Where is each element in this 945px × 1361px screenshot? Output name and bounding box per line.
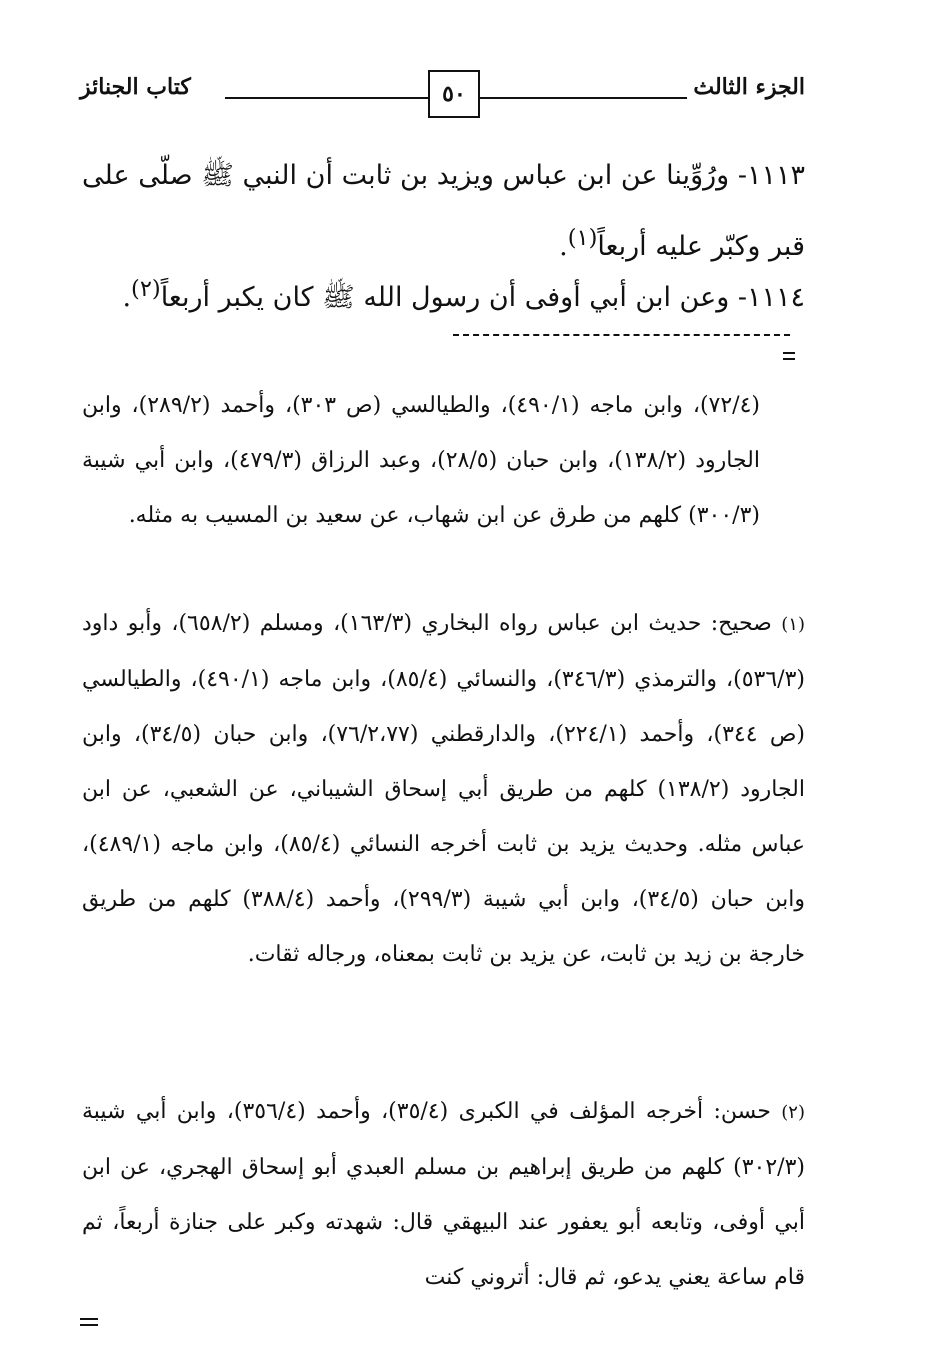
footnote-continued: (٧٢/٤)، وابن ماجه (٤٩٠/١)، والطيالسي (ص ٣٠٣)، وأحمد (٢٨٩/٢)، وابن الجارود (١٣٨/٢)، وابن حبان (٢٨/٥)، وعبد الرزاق (٤٧٩/٣)، وابن أبي شيبة (٣٠٠/٣) كلهم من طرق عن ابن شهاب، عن سعيد بن المسيب به مثله. — [82, 393, 761, 528]
hadith-number: ١١١٤- — [737, 282, 805, 313]
hadith-text: ورُوِّينا عن ابن عباس ويزيد بن ثابت أن النبي ﷺ صلّى على قبر وكبّر عليه أربعاً — [82, 160, 805, 262]
footnote-text: حسن: أخرجه المؤلف في الكبرى (٣٥/٤)، وأحمد (٣٥٦/٤)، وابن أبي شيبة (٣٠٢/٣) كلهم من طريق إبراهيم بن مسلم العبدي أبو إسحاق الهجري، عن ابن أبي أوفى، وتابعه أبو يعفور عند البيهقي قال: شهدته وكبر على جنازة أربعاً، ثم قام ساعة يعني يدعو، ثم قال: أتروني كنت — [82, 1099, 805, 1290]
footnote-2 — [82, 1084, 805, 1305]
hadith-1114: ١١١٤- وعن ابن أبي أوفى أن رسول الله ﷺ كان يكبر أربعاً$^{(٢)}$. — [122, 276, 805, 313]
hadith-1113: ١١١٣- ورُوِّينا عن ابن عباس ويزيد بن ثابت أن النبي ﷺ صلّى على قبر وكبّر عليه أربعاً$^{(١)}$. — [82, 160, 805, 262]
footnote-text: صحيح: حديث ابن عباس رواه البخاري (١٦٣/٣)، ومسلم (٦٥٨/٢)، وأبو داود (٥٣٦/٣)، والترمذي (٣٤٦/٣)، والنسائي (٨٥/٤)، وابن ماجه (٤٩٠/١)، والطيالسي (ص ٣٤٤)، وأحمد (٢٢٤/١)، والدارقطني (٧٦/٢،٧٧)، وابن حبان (٣٤/٥)، وابن الجارود (١٣٨/٢) كلهم من طريق أبي إسحاق الشيباني، عن الشعبي، عن ابن عباس مثله. وحديث يزيد بن ثابت أخرجه النسائي (٨٥/٤)، وابن ماجه (٤٨٩/١)، وابن حبان (٣٤/٥)، وابن أبي شيبة (٢٩٩/٣)، وأحمد (٣٨٨/٤) كلهم من طريق خارجة بن زيد بن ثابت، عن يزيد بن ثابت بمعناه، ورجاله ثقات. — [82, 611, 806, 967]
header-rule-left — [225, 97, 428, 99]
volume-title: الجزء الثالث — [693, 74, 805, 100]
continuation-mark — [783, 352, 795, 364]
footnote-ref: (٢) — [131, 276, 161, 302]
footnote-number: (١) — [781, 614, 805, 635]
header-rule-right — [480, 97, 687, 99]
hadith-number: ١١١٣- — [737, 160, 805, 191]
hadith-text: وعن ابن أبي أوفى أن رسول الله ﷺ كان يكبر أربعاً — [160, 282, 730, 313]
footnote-1 — [82, 596, 805, 982]
continuation-mark-bottom — [80, 1318, 98, 1330]
footnote-ref: (١) — [567, 225, 598, 251]
page-number: ٥٠ — [428, 70, 480, 118]
book-title: كتاب الجنائز — [80, 74, 191, 100]
footnote-number: (٢) — [781, 1102, 805, 1123]
footnote-separator — [453, 334, 790, 336]
